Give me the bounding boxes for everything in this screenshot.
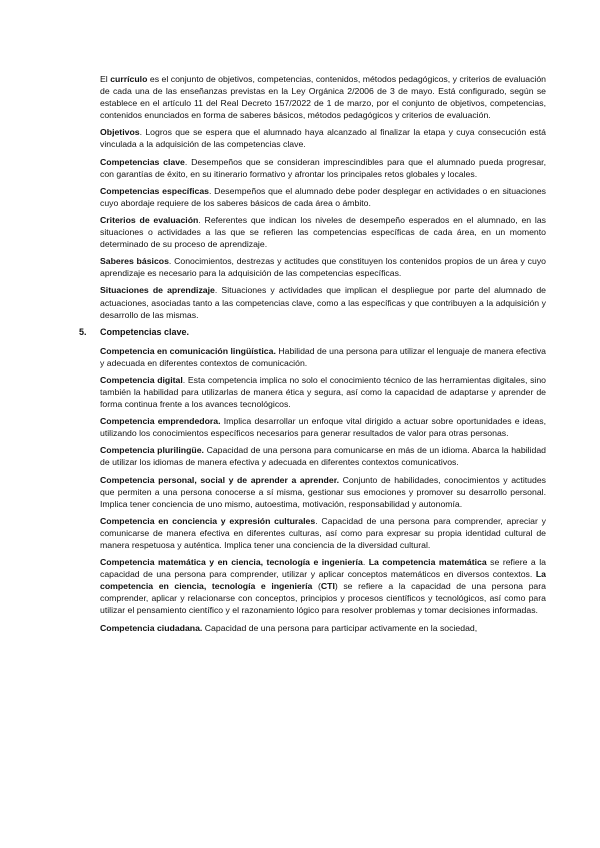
- competencia-cultural: Competencia en conciencia y expresión culturales. Capacidad de una persona para comprender, apreciar y comunicarse de manera efectiva en diferentes culturas, así como para expresar su propia identidad cultural de manera respetuosa y auténtica. Implica tener una conciencia de la diversidad cultural.: [100, 515, 546, 550]
- competencia-term: Competencia digital: [100, 374, 183, 385]
- curriculum-term: currículo: [110, 74, 148, 84]
- curriculum-intro-paragraph: El currículo es el conjunto de objetivos, competencias, contenidos, métodos pedagógicos, y criterios de evaluación de cada una de las enseñanzas previstas en la Ley Orgánica 2/2006 de 3 de mayo. Está configurado, según se establece en el artículo 11 del Real Decreto 157/2022 de 1 de marzo, por el conjunto de objetivos, competencias, contenidos enunciados en forma de saberes básicos, métodos pedagógicos y criterios de evaluación.: [100, 74, 547, 121]
- competencia-term: Competencia emprendedora.: [100, 416, 221, 427]
- section-title: Competencias clave.: [100, 326, 190, 337]
- section-heading: [79, 326, 546, 338]
- definition-term: Saberes básicos: [100, 256, 169, 267]
- definition-term: Criterios de evaluación: [100, 214, 199, 225]
- definition-term: Situaciones de aprendizaje: [100, 285, 215, 296]
- definition-saberes-basicos: Saberes básicos. Conocimientos, destrezas y actitudes que constituyen los contenidos propios de un área y cuyo aprendizaje es necesario para la adquisición de las competencias específicas.: [100, 256, 547, 279]
- competencia-subterm: La competencia matemática: [368, 557, 487, 568]
- cti-abbreviation: CTI: [320, 581, 335, 592]
- competencia-digital: Competencia digital. Esta competencia implica no solo el conocimiento técnico de las herramientas digitales, sino también la habilidad para utilizarlas de manera ética y segura, así como la capacidad de adaptarse y aprender de forma continua frente a los avances tecnológicos.: [100, 374, 547, 410]
- definition-term: Objetivos: [100, 127, 140, 138]
- competencia-plurilingue: Competencia plurilingüe. Capacidad de una persona para comunicarse en más de un idioma. Abarca la habilidad de utilizar los idiomas de manera efectiva y adecuada en diferentes contextos comunicativos.: [100, 445, 547, 468]
- section-number: 5.: [79, 326, 87, 337]
- definition-objetivos: Objetivos. Logros que se espera que el alumnado haya alcanzado al finalizar la etapa y cuya consecución está vinculada a la adquisición de las competencias clave.: [100, 127, 546, 150]
- competencia-ciudadana: Competencia ciudadana. Capacidad de una persona para participar activamente en la sociedad,: [100, 622, 478, 633]
- competencia-term: Competencia ciudadana.: [100, 622, 203, 633]
- competencia-term: Competencia en conciencia y expresión culturales: [100, 515, 316, 526]
- definition-criterios-evaluacion: Criterios de evaluación. Referentes que indican los niveles de desempeño esperados en el alumnado, en las situaciones o actividades a las que se refieren las competencias específicas de cada área, en un momento determinado de su proceso de aprendizaje.: [100, 214, 546, 250]
- competencia-term: Competencia personal, social y de aprender a aprender.: [100, 474, 340, 485]
- competencia-term: Competencia plurilingüe.: [100, 445, 204, 456]
- definition-term: Competencias clave: [100, 156, 185, 167]
- document-body: [79, 73, 547, 639]
- competencia-personal-social: Competencia personal, social y de aprender a aprender. Conjunto de habilidades, conocimientos y actitudes que permiten a una persona conocerse a sí misma, gestionar sus emociones y promover su desarrollo personal. Implica tener conciencia de uno mismo, autoestima, motivación, responsabilidad y autonomía.: [100, 474, 546, 509]
- definition-competencias-especificas: Competencias específicas. Desempeños que el alumnado debe poder desplegar en actividades o en situaciones cuyo abordaje requiere de los saberes básicos de cada área o ámbito.: [100, 185, 546, 208]
- definition-competencias-clave: Competencias clave. Desempeños que se consideran imprescindibles para que el alumnado pueda progresar, con garantías de éxito, en su itinerario formativo y afrontar los principales retos globales y locales.: [100, 156, 546, 179]
- competencia-linguistica: Competencia en comunicación lingüística. Habilidad de una persona para utilizar el lenguaje de manera efectiva y adecuada en diferentes contextos de comunicación.: [100, 345, 546, 368]
- definition-situaciones-aprendizaje: Situaciones de aprendizaje. Situaciones y actividades que implican el despliegue por parte del alumnado de actuaciones, asociadas tanto a las competencias clave, como a las específicas y que contribuyen a la adquisición y desarrollo de las mismas.: [100, 285, 547, 320]
- competencia-stem: Competencia matemática y en ciencia, tecnología e ingeniería. La competencia matemática se refiere a la capacidad de una persona para comprender, utilizar y aplicar conceptos matemáticos en diversos contextos. La competencia en ciencia, tecnología e ingeniería (CTI) se refiere a la capacidad de una persona para comprender, aplicar y relacionarse con conceptos, principios y procesos científicos y tecnológicos, así como para utilizar el pensamiento científico y el razonamiento lógico para resolver problemas y tomar decisiones informadas.: [100, 557, 546, 616]
- competencia-emprendedora: Competencia emprendedora. Implica desarrollar un enfoque vital dirigido a actuar sobre oportunidades e ideas, utilizando los conocimientos específicos necesarios para generar resultados de valor para otras personas.: [100, 416, 546, 439]
- definition-term: Competencias específicas: [100, 185, 209, 196]
- competencia-term: Competencia en comunicación lingüística.: [100, 345, 276, 356]
- competencia-subterm: La competencia en ciencia, tecnología e ingeniería: [100, 569, 546, 592]
- competencia-term: Competencia matemática y en ciencia, tecnología e ingeniería: [100, 557, 363, 568]
